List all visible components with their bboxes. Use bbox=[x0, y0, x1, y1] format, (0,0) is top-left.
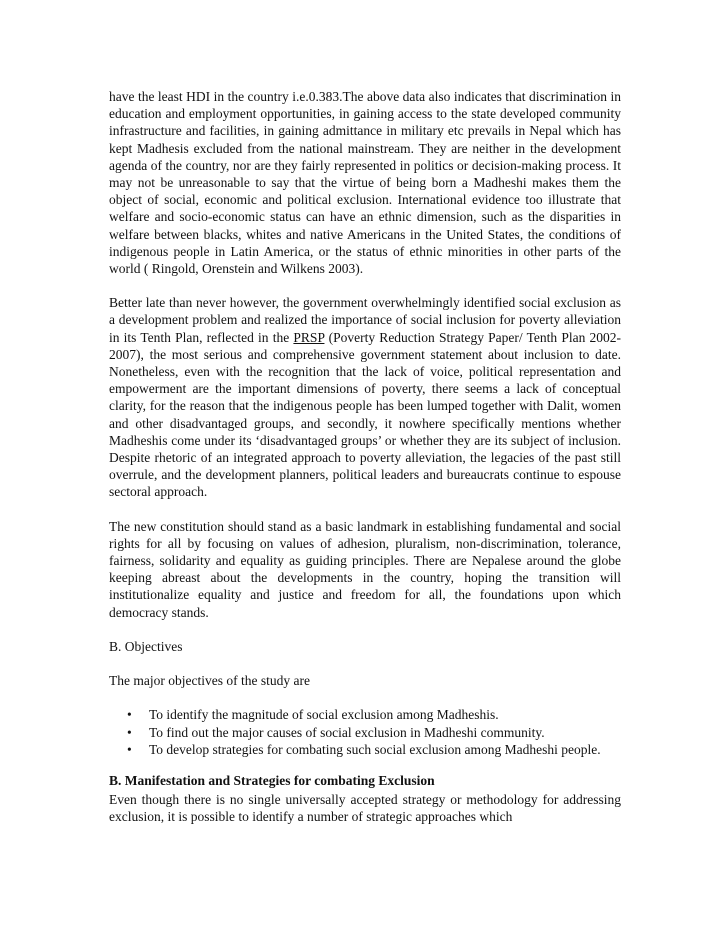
objective-text: To find out the major causes of social exclusion in Madheshi community. bbox=[149, 724, 545, 740]
bullet-icon: • bbox=[127, 724, 132, 740]
section-heading: B. Manifestation and Strategies for combating Exclusion bbox=[109, 772, 435, 788]
bullet-icon: • bbox=[127, 741, 132, 757]
list-item bbox=[127, 741, 621, 758]
objective-text: To develop strategies for combating such social exclusion among Madheshi people. bbox=[149, 741, 601, 757]
paragraph-tenth-plan-text-a: Better late than never however, the government overwhelmingly identified social exclusion as a development problem and realized the importance of social inclusion for poverty alleviation in its Tenth Plan, reflected in the bbox=[109, 295, 621, 345]
objective-text: To identify the magnitude of social exclusion among Madheshis. bbox=[149, 707, 499, 723]
paragraph-strategies: Even though there is no single universally accepted strategy or methodology for addressing exclusion, it is possible to identify a number of strategic approaches which bbox=[109, 792, 621, 825]
list-item bbox=[127, 724, 621, 741]
objectives-heading: B. Objectives bbox=[109, 638, 183, 654]
prsp-link[interactable]: PRSP bbox=[293, 329, 325, 345]
list-item bbox=[127, 706, 621, 723]
paragraph-tenth-plan-text-b: (Poverty Reduction Strategy Paper/ Tenth Plan 2002-2007), the most serious and comprehensive government statement about inclusion to date. Nonetheless, even with the recognition that the lack of voice, political representation and empowerment are the important dimensions of poverty, there seems a lack of conceptual clarity, for the reason that the indigenous people has been lumped together with Dalit, women and other disadvantaged groups, and secondly, it nowhere specifically mentions whether Madheshis come under its ‘disadvantaged groups’ or whether they are its subject of inclusion. Despite rhetoric of an integrated approach to poverty alleviation, the legacies of the past still overrule, and the development planners, political leaders and bureaucrats continue to espouse sectoral approach. bbox=[109, 329, 621, 500]
paragraph-hdi-discrimination: have the least HDI in the country i.e.0.383.The above data also indicates that discrimination in education and employment opportunities, in gaining access to the state developed community infrastructure and facilities, in gaining admittance in military etc prevails in Nepal which has kept Madhesis excluded from the national mainstream. They are neither in the development agenda of the country, nor are they fairly represented in politics or decision-making process. It may not be unreasonable to say that the virtue of being born a Madheshi makes them the object of social, economic and political exclusion. International evidence too illustrate that welfare and socio-economic status can have an ethnic dimension, such as the disparities in welfare between blacks, whites and native Americans in the United States, the conditions of indigenous people in Latin America, or the status of ethnic minorities in other parts of the world ( Ringold, Orenstein and Wilkens 2003). bbox=[109, 89, 621, 277]
paragraph-tenth-plan bbox=[109, 294, 621, 500]
document-page bbox=[109, 88, 621, 843]
objectives-list bbox=[109, 706, 621, 758]
paragraph-new-constitution: The new constitution should stand as a basic landmark in establishing fundamental and social rights for all by focusing on values of adhesion, pluralism, non-discrimination, tolerance, fairness, solidarity and equality as guiding principles. There are Nepalese around the globe keeping abreast about the developments in the country, hoping the transition will institutionalize equality and justice and freedom for all, the foundations upon which democracy stands. bbox=[109, 518, 621, 620]
bullet-icon: • bbox=[127, 707, 132, 723]
objectives-intro: The major objectives of the study are bbox=[109, 673, 310, 689]
